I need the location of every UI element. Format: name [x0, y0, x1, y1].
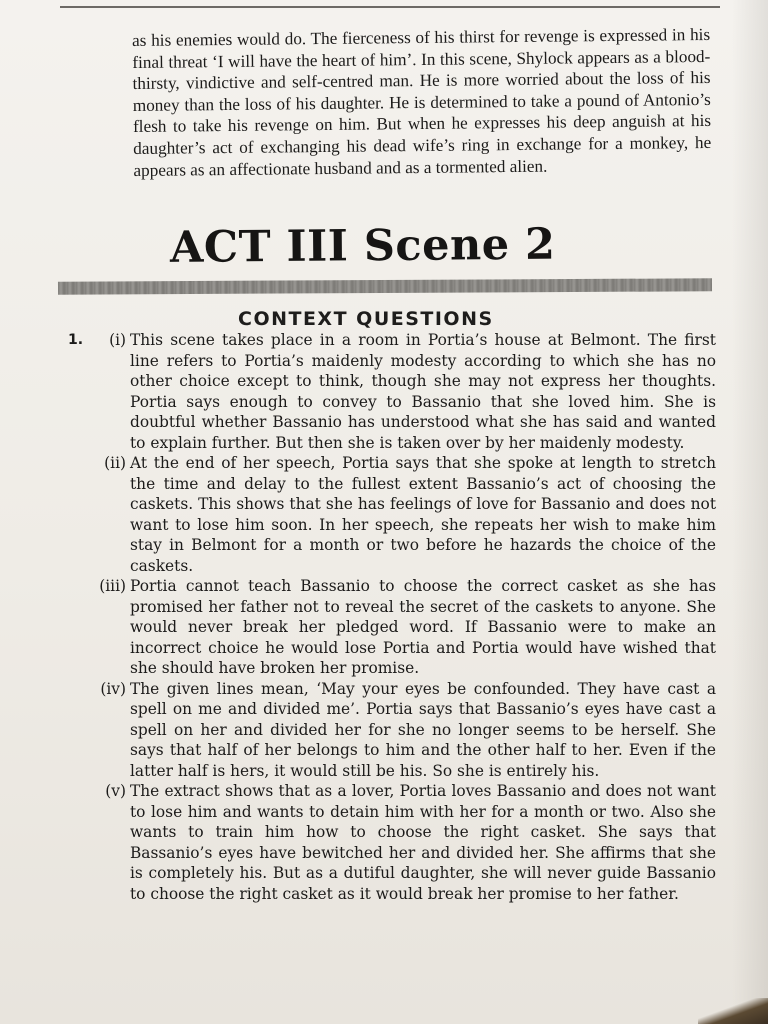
question-part	[68, 679, 716, 782]
question-number: 1.	[68, 332, 84, 348]
part-answer: Portia cannot teach Bassanio to choose the correct casket as she has promised her father not to reveal the secret of the caskets to anyone. She would never break her pledged word. If Bassanio were to make an incorrect choice he would lose Portia and Portia would have wished that she should have broken her promise.	[130, 577, 716, 677]
question-part	[68, 330, 716, 453]
page-corner-shadow	[698, 998, 768, 1024]
act-heading: ACT III Scene 2	[169, 219, 556, 273]
question-list	[68, 330, 716, 904]
page-edge-shadow	[732, 0, 768, 1024]
part-answer: This scene takes place in a room in Portia’s house at Belmont. The first line refers to Portia’s maidenly modesty according to which she has no other choice except to think, though she may not express her thoughts. Portia says enough to convey to Bassanio that she loved him. She is doubtful whether Bassanio has understood what she has said and wanted to explain further. But then she is taken over by her maidenly modesty.	[130, 331, 716, 452]
part-label: (i)	[109, 331, 126, 349]
question-part	[68, 576, 716, 679]
context-questions-heading: CONTEXT QUESTIONS	[238, 308, 494, 330]
part-answer: At the end of her speech, Portia says that she spoke at length to stretch the time and delay to the fullest extent Bassanio’s act of choosing the caskets. This shows that she has feelings of love for Bassanio and does not want to lose him soon. In her speech, she repeats her wish to make him stay in Belmont for a month or two before he hazards the choice of the caskets.	[130, 454, 716, 575]
question-part	[68, 453, 716, 576]
intro-paragraph: as his enemies would do. The fierceness of his thirst for revenge is expressed in his final threat ‘I will have the heart of him’. In this scene, Shylock appears as a blood-thirsty, vindictive and self-centred man. He is more worried about the loss of his money than the loss of his daughter. He is determined to take a pound of Antonio’s flesh to take his revenge on him. But when he expresses his deep anguish at his daughter’s act of exchanging his dead wife’s ring in exchange for a monkey, he appears as an affectionate husband and as a tormented alien.	[132, 24, 712, 180]
part-label: (v)	[105, 782, 126, 800]
part-label: (iv)	[100, 679, 126, 698]
part-answer: The extract shows that as a lover, Portia loves Bassanio and does not want to lose him and wants to detain him with her for a month or two. Also she wants to train him how to choose the right casket. She says that Bassanio’s eyes have bewitched her and divided her. She affirms that she is completely his. But as a dutiful daughter, she will never guide Bassanio to choose the right casket as it would break her promise to her father.	[130, 782, 716, 903]
part-label: (ii)	[104, 454, 126, 472]
question-part	[68, 781, 716, 904]
top-divider	[60, 6, 720, 8]
heading-rule	[58, 278, 712, 294]
part-answer: The given lines mean, ‘May your eyes be confounded. They have cast a spell on me and divided me’. Portia says that Bassanio’s eyes have cast a spell on her and divided her for she no longer seems to be herself. She says that half of her belongs to him and the other half to her. Even if the latter half is hers, it would still be his. So she is entirely his.	[130, 679, 716, 780]
part-label: (iii)	[99, 577, 126, 595]
